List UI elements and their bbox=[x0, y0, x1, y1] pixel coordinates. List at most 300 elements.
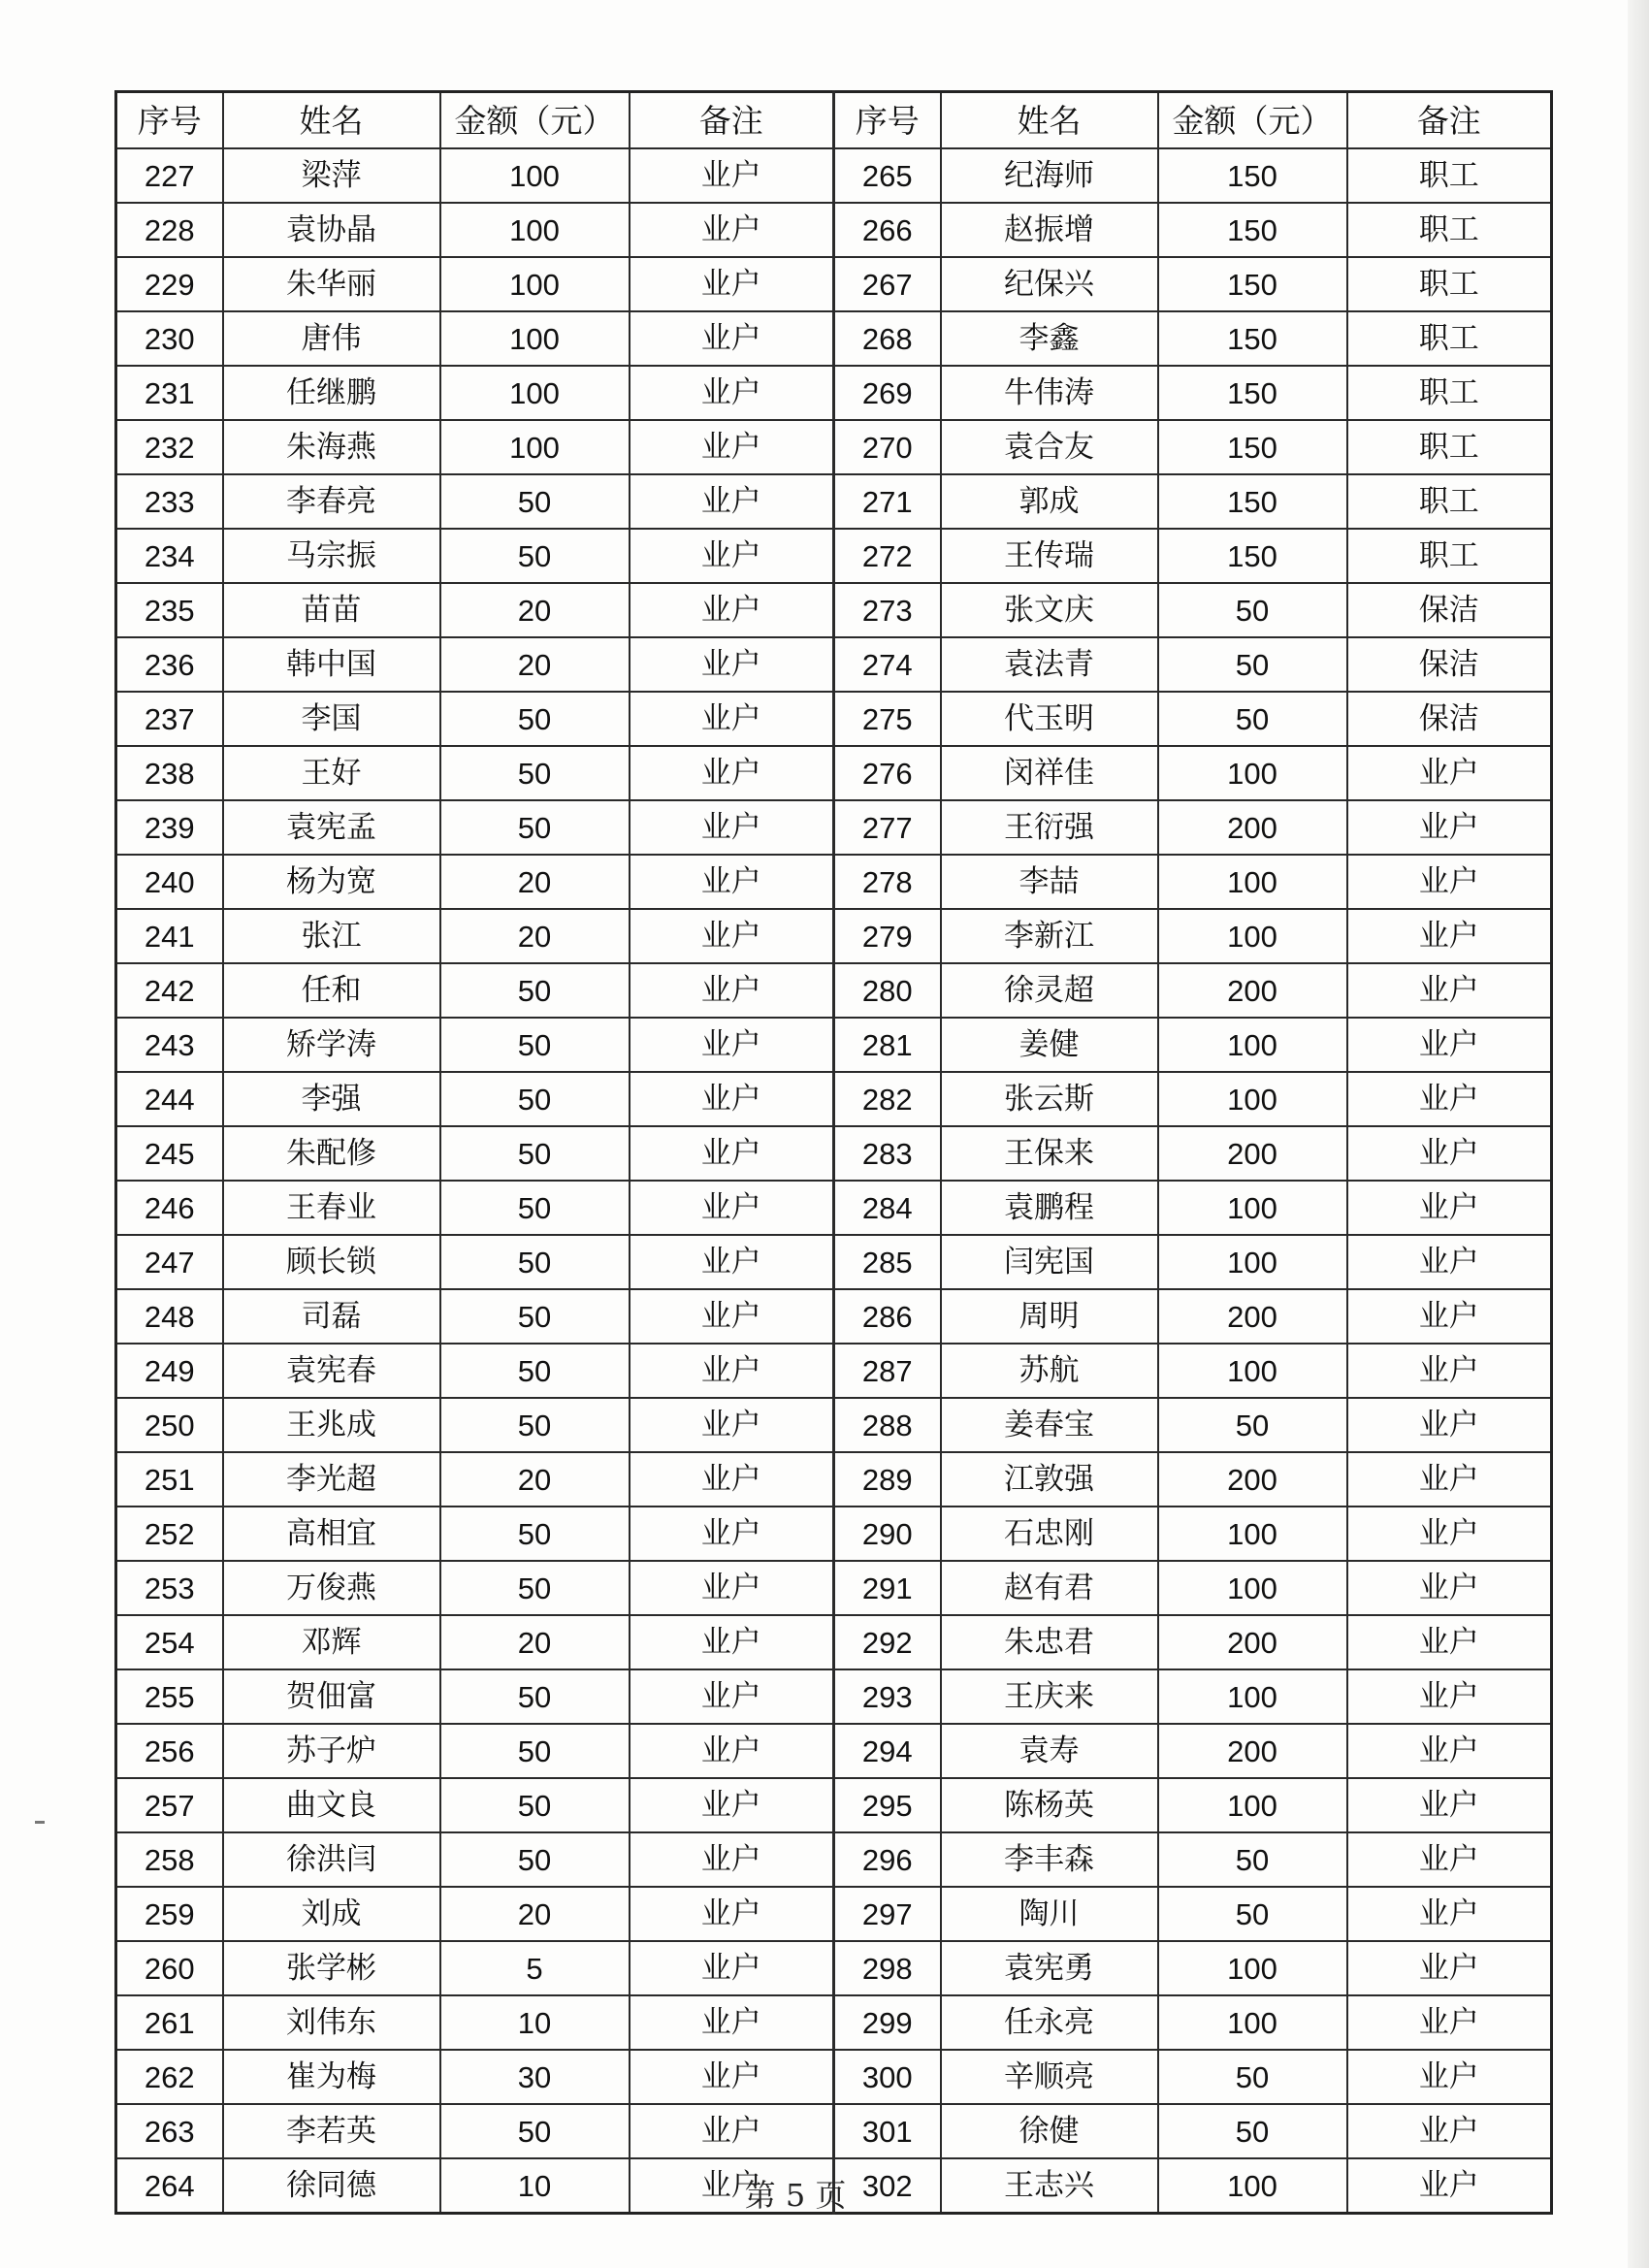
name-cell-right: 徐健 bbox=[941, 2104, 1158, 2158]
table-row bbox=[116, 746, 1552, 800]
seq-cell-right: 286 bbox=[834, 1289, 941, 1344]
name-cell-right: 王志兴 bbox=[941, 2158, 1158, 2214]
seq-cell-right: 290 bbox=[834, 1507, 941, 1561]
amount-cell-left: 50 bbox=[440, 1669, 630, 1724]
name-cell-left: 徐同德 bbox=[223, 2158, 440, 2214]
amount-cell-left: 50 bbox=[440, 1289, 630, 1344]
note-cell-right: 业户 bbox=[1347, 1452, 1552, 1507]
name-cell-left: 李光超 bbox=[223, 1452, 440, 1507]
amount-cell-left: 20 bbox=[440, 1887, 630, 1941]
amount-cell-right: 100 bbox=[1158, 1018, 1347, 1072]
table-row bbox=[116, 1887, 1552, 1941]
table-row bbox=[116, 692, 1552, 746]
name-cell-left: 朱配修 bbox=[223, 1126, 440, 1181]
amount-cell-left: 30 bbox=[440, 2050, 630, 2104]
note-cell-left: 业户 bbox=[630, 1995, 834, 2050]
amount-cell-right: 50 bbox=[1158, 583, 1347, 637]
name-cell-left: 唐伟 bbox=[223, 311, 440, 366]
amount-cell-right: 150 bbox=[1158, 474, 1347, 529]
name-cell-right: 陈杨英 bbox=[941, 1778, 1158, 1832]
seq-cell-right: 271 bbox=[834, 474, 941, 529]
amount-cell-right: 100 bbox=[1158, 1507, 1347, 1561]
name-cell-right: 石忠刚 bbox=[941, 1507, 1158, 1561]
name-cell-right: 张云斯 bbox=[941, 1072, 1158, 1126]
amount-cell-left: 50 bbox=[440, 800, 630, 855]
header-name-right: 姓名 bbox=[941, 92, 1158, 149]
amount-cell-right: 100 bbox=[1158, 1072, 1347, 1126]
name-cell-left: 朱海燕 bbox=[223, 420, 440, 474]
amount-cell-right: 200 bbox=[1158, 1126, 1347, 1181]
amount-cell-left: 20 bbox=[440, 583, 630, 637]
amount-cell-left: 100 bbox=[440, 420, 630, 474]
name-cell-left: 崔为梅 bbox=[223, 2050, 440, 2104]
name-cell-right: 袁寿 bbox=[941, 1724, 1158, 1778]
amount-cell-right: 50 bbox=[1158, 637, 1347, 692]
table-row bbox=[116, 1832, 1552, 1887]
seq-cell-left: 230 bbox=[116, 311, 223, 366]
seq-cell-left: 233 bbox=[116, 474, 223, 529]
amount-cell-left: 50 bbox=[440, 2104, 630, 2158]
seq-cell-right: 299 bbox=[834, 1995, 941, 2050]
seq-cell-right: 280 bbox=[834, 963, 941, 1018]
name-cell-right: 闫宪国 bbox=[941, 1235, 1158, 1289]
seq-cell-right: 294 bbox=[834, 1724, 941, 1778]
amount-cell-left: 50 bbox=[440, 1832, 630, 1887]
note-cell-right: 业户 bbox=[1347, 1724, 1552, 1778]
name-cell-right: 李新江 bbox=[941, 909, 1158, 963]
amount-cell-right: 100 bbox=[1158, 909, 1347, 963]
table-row bbox=[116, 474, 1552, 529]
note-cell-left: 业户 bbox=[630, 963, 834, 1018]
header-note-right: 备注 bbox=[1347, 92, 1552, 149]
header-note-left: 备注 bbox=[630, 92, 834, 149]
amount-cell-left: 50 bbox=[440, 1507, 630, 1561]
name-cell-right: 任永亮 bbox=[941, 1995, 1158, 2050]
note-cell-right: 职工 bbox=[1347, 148, 1552, 203]
seq-cell-right: 289 bbox=[834, 1452, 941, 1507]
note-cell-left: 业户 bbox=[630, 692, 834, 746]
seq-cell-left: 257 bbox=[116, 1778, 223, 1832]
seq-cell-left: 244 bbox=[116, 1072, 223, 1126]
note-cell-left: 业户 bbox=[630, 2050, 834, 2104]
amount-cell-right: 150 bbox=[1158, 148, 1347, 203]
name-cell-right: 姜春宝 bbox=[941, 1398, 1158, 1452]
amount-cell-right: 50 bbox=[1158, 1887, 1347, 1941]
table-row bbox=[116, 257, 1552, 311]
note-cell-right: 业户 bbox=[1347, 1615, 1552, 1669]
note-cell-left: 业户 bbox=[630, 529, 834, 583]
seq-cell-right: 273 bbox=[834, 583, 941, 637]
table-row bbox=[116, 148, 1552, 203]
name-cell-right: 江敦强 bbox=[941, 1452, 1158, 1507]
note-cell-left: 业户 bbox=[630, 2104, 834, 2158]
seq-cell-left: 250 bbox=[116, 1398, 223, 1452]
amount-cell-left: 50 bbox=[440, 1561, 630, 1615]
name-cell-right: 闵祥佳 bbox=[941, 746, 1158, 800]
amount-cell-left: 20 bbox=[440, 1452, 630, 1507]
seq-cell-right: 275 bbox=[834, 692, 941, 746]
seq-cell-right: 296 bbox=[834, 1832, 941, 1887]
seq-cell-left: 262 bbox=[116, 2050, 223, 2104]
name-cell-left: 马宗振 bbox=[223, 529, 440, 583]
amount-cell-right: 200 bbox=[1158, 1452, 1347, 1507]
amount-cell-left: 100 bbox=[440, 311, 630, 366]
amount-cell-left: 100 bbox=[440, 257, 630, 311]
table-row bbox=[116, 637, 1552, 692]
seq-cell-right: 284 bbox=[834, 1181, 941, 1235]
seq-cell-left: 263 bbox=[116, 2104, 223, 2158]
seq-cell-left: 246 bbox=[116, 1181, 223, 1235]
seq-cell-left: 259 bbox=[116, 1887, 223, 1941]
table-body bbox=[116, 148, 1552, 2214]
note-cell-left: 业户 bbox=[630, 148, 834, 203]
table-row bbox=[116, 1941, 1552, 1995]
note-cell-left: 业户 bbox=[630, 1724, 834, 1778]
name-cell-right: 周明 bbox=[941, 1289, 1158, 1344]
note-cell-left: 业户 bbox=[630, 1507, 834, 1561]
name-cell-left: 李春亮 bbox=[223, 474, 440, 529]
note-cell-right: 业户 bbox=[1347, 1344, 1552, 1398]
table-row bbox=[116, 311, 1552, 366]
table-row bbox=[116, 1344, 1552, 1398]
note-cell-right: 业户 bbox=[1347, 855, 1552, 909]
amount-cell-left: 10 bbox=[440, 1995, 630, 2050]
name-cell-right: 朱忠君 bbox=[941, 1615, 1158, 1669]
seq-cell-left: 245 bbox=[116, 1126, 223, 1181]
seq-cell-right: 288 bbox=[834, 1398, 941, 1452]
note-cell-right: 业户 bbox=[1347, 1398, 1552, 1452]
table-row bbox=[116, 366, 1552, 420]
seq-cell-left: 253 bbox=[116, 1561, 223, 1615]
note-cell-left: 业户 bbox=[630, 1072, 834, 1126]
name-cell-right: 李丰森 bbox=[941, 1832, 1158, 1887]
seq-cell-right: 291 bbox=[834, 1561, 941, 1615]
amount-cell-left: 100 bbox=[440, 366, 630, 420]
seq-cell-right: 287 bbox=[834, 1344, 941, 1398]
name-cell-left: 袁协晶 bbox=[223, 203, 440, 257]
seq-cell-left: 249 bbox=[116, 1344, 223, 1398]
note-cell-left: 业户 bbox=[630, 203, 834, 257]
header-seq-left: 序号 bbox=[116, 92, 223, 149]
seq-cell-left: 238 bbox=[116, 746, 223, 800]
note-cell-left: 业户 bbox=[630, 1126, 834, 1181]
table-row bbox=[116, 529, 1552, 583]
table-row bbox=[116, 2050, 1552, 2104]
table-row bbox=[116, 420, 1552, 474]
name-cell-right: 苏航 bbox=[941, 1344, 1158, 1398]
table-row bbox=[116, 1995, 1552, 2050]
amount-cell-right: 100 bbox=[1158, 746, 1347, 800]
amount-cell-right: 200 bbox=[1158, 1289, 1347, 1344]
amount-cell-left: 20 bbox=[440, 855, 630, 909]
amount-cell-left: 50 bbox=[440, 529, 630, 583]
name-cell-right: 袁鹏程 bbox=[941, 1181, 1158, 1235]
seq-cell-left: 234 bbox=[116, 529, 223, 583]
amount-cell-left: 50 bbox=[440, 692, 630, 746]
amount-cell-left: 50 bbox=[440, 1072, 630, 1126]
note-cell-left: 业户 bbox=[630, 1669, 834, 1724]
amount-cell-right: 150 bbox=[1158, 420, 1347, 474]
name-cell-right: 李鑫 bbox=[941, 311, 1158, 366]
name-cell-left: 曲文良 bbox=[223, 1778, 440, 1832]
seq-cell-left: 228 bbox=[116, 203, 223, 257]
amount-cell-right: 100 bbox=[1158, 2158, 1347, 2214]
name-cell-left: 王春业 bbox=[223, 1181, 440, 1235]
amount-cell-left: 20 bbox=[440, 637, 630, 692]
note-cell-left: 业户 bbox=[630, 420, 834, 474]
name-cell-left: 李强 bbox=[223, 1072, 440, 1126]
name-cell-right: 王衍强 bbox=[941, 800, 1158, 855]
table-row bbox=[116, 1507, 1552, 1561]
seq-cell-left: 248 bbox=[116, 1289, 223, 1344]
seq-cell-left: 247 bbox=[116, 1235, 223, 1289]
name-cell-right: 袁合友 bbox=[941, 420, 1158, 474]
table-row bbox=[116, 203, 1552, 257]
table-row bbox=[116, 1072, 1552, 1126]
note-cell-right: 业户 bbox=[1347, 2158, 1552, 2214]
note-cell-right: 业户 bbox=[1347, 1832, 1552, 1887]
note-cell-right: 保洁 bbox=[1347, 583, 1552, 637]
name-cell-left: 高相宜 bbox=[223, 1507, 440, 1561]
note-cell-left: 业户 bbox=[630, 1452, 834, 1507]
header-seq-right: 序号 bbox=[834, 92, 941, 149]
table-row bbox=[116, 800, 1552, 855]
table-header bbox=[116, 92, 1552, 149]
amount-cell-left: 10 bbox=[440, 2158, 630, 2214]
seq-cell-left: 235 bbox=[116, 583, 223, 637]
header-name-left: 姓名 bbox=[223, 92, 440, 149]
seq-cell-right: 267 bbox=[834, 257, 941, 311]
amount-cell-left: 50 bbox=[440, 1126, 630, 1181]
seq-cell-left: 243 bbox=[116, 1018, 223, 1072]
note-cell-right: 业户 bbox=[1347, 1072, 1552, 1126]
amount-cell-right: 100 bbox=[1158, 1995, 1347, 2050]
seq-cell-right: 269 bbox=[834, 366, 941, 420]
amount-cell-right: 150 bbox=[1158, 529, 1347, 583]
amount-cell-left: 50 bbox=[440, 1344, 630, 1398]
note-cell-right: 业户 bbox=[1347, 1507, 1552, 1561]
name-cell-right: 王保来 bbox=[941, 1126, 1158, 1181]
seq-cell-right: 278 bbox=[834, 855, 941, 909]
seq-cell-right: 300 bbox=[834, 2050, 941, 2104]
name-cell-left: 司磊 bbox=[223, 1289, 440, 1344]
amount-cell-right: 50 bbox=[1158, 692, 1347, 746]
name-cell-left: 朱华丽 bbox=[223, 257, 440, 311]
amount-cell-left: 50 bbox=[440, 1235, 630, 1289]
amount-cell-right: 100 bbox=[1158, 1181, 1347, 1235]
amount-cell-right: 100 bbox=[1158, 1778, 1347, 1832]
name-cell-right: 袁法青 bbox=[941, 637, 1158, 692]
note-cell-right: 业户 bbox=[1347, 1289, 1552, 1344]
seq-cell-right: 283 bbox=[834, 1126, 941, 1181]
seq-cell-left: 256 bbox=[116, 1724, 223, 1778]
name-cell-left: 袁宪孟 bbox=[223, 800, 440, 855]
note-cell-right: 业户 bbox=[1347, 746, 1552, 800]
name-cell-left: 韩中国 bbox=[223, 637, 440, 692]
amount-cell-left: 100 bbox=[440, 203, 630, 257]
seq-cell-left: 251 bbox=[116, 1452, 223, 1507]
seq-cell-right: 266 bbox=[834, 203, 941, 257]
note-cell-right: 职工 bbox=[1347, 529, 1552, 583]
amount-cell-right: 100 bbox=[1158, 1235, 1347, 1289]
note-cell-left: 业户 bbox=[630, 1289, 834, 1344]
note-cell-left: 业户 bbox=[630, 366, 834, 420]
seq-cell-right: 282 bbox=[834, 1072, 941, 1126]
note-cell-left: 业户 bbox=[630, 1561, 834, 1615]
note-cell-right: 业户 bbox=[1347, 1995, 1552, 2050]
name-cell-left: 苗苗 bbox=[223, 583, 440, 637]
note-cell-right: 职工 bbox=[1347, 366, 1552, 420]
name-cell-left: 张江 bbox=[223, 909, 440, 963]
name-cell-right: 牛伟涛 bbox=[941, 366, 1158, 420]
seq-cell-right: 298 bbox=[834, 1941, 941, 1995]
amount-cell-right: 200 bbox=[1158, 1724, 1347, 1778]
amount-cell-right: 100 bbox=[1158, 1561, 1347, 1615]
seq-cell-left: 229 bbox=[116, 257, 223, 311]
seq-cell-left: 240 bbox=[116, 855, 223, 909]
seq-cell-right: 265 bbox=[834, 148, 941, 203]
note-cell-left: 业户 bbox=[630, 583, 834, 637]
note-cell-right: 职工 bbox=[1347, 474, 1552, 529]
seq-cell-right: 272 bbox=[834, 529, 941, 583]
amount-cell-right: 50 bbox=[1158, 1832, 1347, 1887]
seq-cell-left: 255 bbox=[116, 1669, 223, 1724]
seq-cell-left: 261 bbox=[116, 1995, 223, 2050]
name-cell-left: 邓辉 bbox=[223, 1615, 440, 1669]
seq-cell-right: 292 bbox=[834, 1615, 941, 1669]
amount-cell-right: 200 bbox=[1158, 1615, 1347, 1669]
table-row bbox=[116, 1398, 1552, 1452]
amount-cell-left: 50 bbox=[440, 1398, 630, 1452]
seq-cell-right: 285 bbox=[834, 1235, 941, 1289]
page-number: 第 5 页 bbox=[744, 2177, 847, 2214]
name-cell-left: 苏子炉 bbox=[223, 1724, 440, 1778]
name-cell-left: 顾长锁 bbox=[223, 1235, 440, 1289]
note-cell-right: 职工 bbox=[1347, 420, 1552, 474]
note-cell-left: 业户 bbox=[630, 1344, 834, 1398]
seq-cell-left: 264 bbox=[116, 2158, 223, 2214]
seq-cell-right: 270 bbox=[834, 420, 941, 474]
name-cell-right: 张文庆 bbox=[941, 583, 1158, 637]
amount-cell-left: 50 bbox=[440, 1778, 630, 1832]
seq-cell-right: 274 bbox=[834, 637, 941, 692]
note-cell-right: 业户 bbox=[1347, 2050, 1552, 2104]
seq-cell-right: 297 bbox=[834, 1887, 941, 1941]
seq-cell-left: 236 bbox=[116, 637, 223, 692]
table-row bbox=[116, 1181, 1552, 1235]
name-cell-right: 李喆 bbox=[941, 855, 1158, 909]
amount-cell-right: 100 bbox=[1158, 1941, 1347, 1995]
amount-cell-right: 150 bbox=[1158, 366, 1347, 420]
amount-cell-left: 50 bbox=[440, 746, 630, 800]
note-cell-left: 业户 bbox=[630, 1018, 834, 1072]
amount-cell-right: 100 bbox=[1158, 1669, 1347, 1724]
name-cell-left: 李国 bbox=[223, 692, 440, 746]
amount-cell-left: 50 bbox=[440, 474, 630, 529]
amount-cell-left: 5 bbox=[440, 1941, 630, 1995]
name-cell-right: 徐灵超 bbox=[941, 963, 1158, 1018]
amount-cell-right: 50 bbox=[1158, 2104, 1347, 2158]
note-cell-right: 业户 bbox=[1347, 1181, 1552, 1235]
name-cell-left: 矫学涛 bbox=[223, 1018, 440, 1072]
name-cell-right: 辛顺亮 bbox=[941, 2050, 1158, 2104]
amount-cell-right: 100 bbox=[1158, 855, 1347, 909]
table-row bbox=[116, 1615, 1552, 1669]
table-row bbox=[116, 1724, 1552, 1778]
note-cell-left: 业户 bbox=[630, 474, 834, 529]
amount-cell-left: 50 bbox=[440, 1724, 630, 1778]
amount-cell-right: 200 bbox=[1158, 800, 1347, 855]
note-cell-left: 业户 bbox=[630, 1832, 834, 1887]
name-cell-right: 袁宪勇 bbox=[941, 1941, 1158, 1995]
note-cell-right: 业户 bbox=[1347, 1235, 1552, 1289]
name-cell-right: 王传瑞 bbox=[941, 529, 1158, 583]
name-cell-right: 赵有君 bbox=[941, 1561, 1158, 1615]
note-cell-left: 业户 bbox=[630, 1398, 834, 1452]
note-cell-left: 业户 bbox=[630, 746, 834, 800]
seq-cell-right: 295 bbox=[834, 1778, 941, 1832]
header-row bbox=[116, 92, 1552, 149]
note-cell-right: 职工 bbox=[1347, 203, 1552, 257]
seq-cell-right: 281 bbox=[834, 1018, 941, 1072]
seq-cell-left: 252 bbox=[116, 1507, 223, 1561]
name-cell-right: 郭成 bbox=[941, 474, 1158, 529]
table-row bbox=[116, 1452, 1552, 1507]
name-cell-left: 杨为宽 bbox=[223, 855, 440, 909]
name-cell-right: 陶川 bbox=[941, 1887, 1158, 1941]
name-cell-left: 万俊燕 bbox=[223, 1561, 440, 1615]
table-row bbox=[116, 1669, 1552, 1724]
note-cell-right: 职工 bbox=[1347, 257, 1552, 311]
amount-cell-right: 150 bbox=[1158, 203, 1347, 257]
name-cell-left: 任继鹏 bbox=[223, 366, 440, 420]
note-cell-left: 业户 bbox=[630, 637, 834, 692]
seq-cell-right: 293 bbox=[834, 1669, 941, 1724]
name-cell-right: 赵振增 bbox=[941, 203, 1158, 257]
amount-cell-right: 100 bbox=[1158, 1344, 1347, 1398]
note-cell-right: 业户 bbox=[1347, 1669, 1552, 1724]
table-row bbox=[116, 583, 1552, 637]
name-cell-left: 任和 bbox=[223, 963, 440, 1018]
note-cell-left: 业户 bbox=[630, 800, 834, 855]
note-cell-left: 业户 bbox=[630, 311, 834, 366]
header-amount-right: 金额（元） bbox=[1158, 92, 1347, 149]
note-cell-right: 业户 bbox=[1347, 963, 1552, 1018]
note-cell-left: 业户 bbox=[630, 2158, 834, 2214]
seq-cell-right: 276 bbox=[834, 746, 941, 800]
seq-cell-left: 239 bbox=[116, 800, 223, 855]
seq-cell-right: 268 bbox=[834, 311, 941, 366]
name-cell-left: 张学彬 bbox=[223, 1941, 440, 1995]
amount-cell-right: 150 bbox=[1158, 257, 1347, 311]
amount-cell-left: 20 bbox=[440, 909, 630, 963]
table-row bbox=[116, 1018, 1552, 1072]
seq-cell-right: 279 bbox=[834, 909, 941, 963]
name-cell-left: 王好 bbox=[223, 746, 440, 800]
note-cell-left: 业户 bbox=[630, 1887, 834, 1941]
amount-cell-left: 20 bbox=[440, 1615, 630, 1669]
name-cell-left: 王兆成 bbox=[223, 1398, 440, 1452]
amount-cell-left: 50 bbox=[440, 963, 630, 1018]
note-cell-right: 业户 bbox=[1347, 1778, 1552, 1832]
name-cell-left: 梁萍 bbox=[223, 148, 440, 203]
note-cell-left: 业户 bbox=[630, 257, 834, 311]
table-row bbox=[116, 1561, 1552, 1615]
note-cell-left: 业户 bbox=[630, 909, 834, 963]
name-cell-left: 贺佃富 bbox=[223, 1669, 440, 1724]
name-cell-left: 刘成 bbox=[223, 1887, 440, 1941]
seq-cell-right: 302 bbox=[834, 2158, 941, 2214]
